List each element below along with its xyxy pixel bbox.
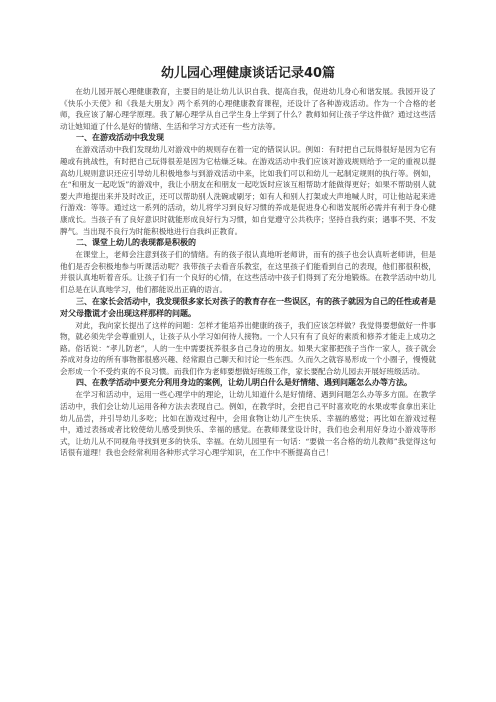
document-body — [60, 86, 436, 459]
section-paragraph-2: 在课堂上，老师会注意到孩子们的情绪。有的孩子很认真地听老师讲，而有的孩子也会认真听老师讲，但是他们是否会积极地参与听课活动呢？我带孩子去看音乐教室，在这里孩子们能看到自己的表现，他们都很积极，并很认真地听着音乐。让孩子们有一个良好的心情，在这些活动中孩子们得到了充分地锻炼。在教学活动中幼儿们总是在认真地学习，他们都能说出正确的语言。 — [60, 250, 436, 294]
section-heading-2: 二、课堂上幼儿的表现都是积极的 — [76, 238, 196, 248]
section-paragraph-4: 在学习和活动中，运用一些心理学中的理论，让幼儿知道什么是好情绪、遇到问题怎么办等多方面。在教学活动中，我们会让幼儿运用各种方法去表现自己。例如，在教学时，会把自己平时喜欢吃的水果或零食拿出来让幼儿品尝，并引导幼儿多吃；比如在游戏过程中，会用食物让幼儿产生快乐、幸福的感觉；再比如在游戏过程中，通过表扬或者比较使幼儿感受到快乐、幸福的感觉。在教师课堂设计时，我们也会利用好身边小游戏等形式，让幼儿从不同视角寻找到更多的快乐、幸福。在幼儿园里有一句话：“要做一名合格的幼儿教师”我觉得这句话很有道理！我也会经常利用各种形式学习心理学知识，在工作中不断提高自己！ — [60, 390, 436, 458]
section-heading-1: 一、在游戏活动中我发现 — [76, 133, 164, 143]
section-heading-3: 三、在家长会活动中，我发现很多家长对孩子的教育存在一些误区，有的孩子就因为自己的任性或者是对父母撒谎才会出现这样那样的问题。 — [60, 296, 436, 318]
section-paragraph-1: 在游戏活动中我们发现幼儿对游戏中的规则存在着一定的错误认识。例如：有时把自己玩得很好是因为它有趣或有挑战性，有时把自己玩得很差是因为它枯燥乏味。在游戏活动中我们应该对游戏规则给予一定的重视以提高幼儿规则意识还应引导幼儿积极地参与到游戏活动中来，比如我们可以和幼儿一起制定规则的执行等。例如，在“和朋友一起吃饭”的游戏中，我让小朋友在和朋友一起吃饭时应该互相帮助才能做得更好；如果不帮助别人就要大声地提出来并及时改正，还可以帮助别人洗碗或刷牙；如有人和别人打架或大声地喊人时，可让他站起来进行游戏：等等。通过这一系列的活动，幼儿将学习到良好习惯的养成是促进身心和谐发展所必需并有利于身心健康成长。当孩子有了良好意识时就能形成良好行为习惯，如自觉遵守公共秩序；坚持自我约束；遇事不哭、不发脾气。当出现不良行为时能积极地进行自我纠正教育。 — [60, 145, 436, 236]
intro-paragraph: 在幼儿园开展心理健康教育，主要目的是让幼儿认识自我、提高自我，促进幼儿身心和谐发展。我园开设了《快乐小天使》和《我是大朋友》两个系列的心理健康教育课程，还设计了各种游戏活动。作为一个合格的老师，我应该了解心理学原理。我了解心理学从自己学生身上学到了什么？教师如何让孩子学这件做？通过这些活动让她知道了什么是好的情绪、生活和学习方式还有一些方法等。 — [60, 87, 436, 131]
page-title: 幼儿园心理健康谈话记录40篇 — [160, 66, 336, 81]
section-heading-4: 四、在教学活动中要充分利用身边的案例，让幼儿明白什么是好情绪、遇到问题怎么办等方法。 — [76, 378, 412, 388]
section-paragraph-3: 对此，我向家长提出了这样的问题：怎样才能培养出健康的孩子，我们应该怎样做？我觉得要想做好一件事物，就必须先学会尊重别人，让孩子从小学习如何待人接物。一个人只有有了良好的素质和修养才能走上成功之路。俗话说：“孝儿防老”，人的一生中需要抚养很多自己身边的朋友。如果大家都把孩子当作一家人，孩子就会养成对身边的所有事物都很感兴趣、经常跟自己聊天和讨论一些东西。久而久之就容易形成一个小圈子，慢慢就会形成一个不受约束的不良习惯。而我们作为老师要想做好班级工作，家长要配合幼儿园去开展好班级活动。 — [60, 320, 436, 376]
